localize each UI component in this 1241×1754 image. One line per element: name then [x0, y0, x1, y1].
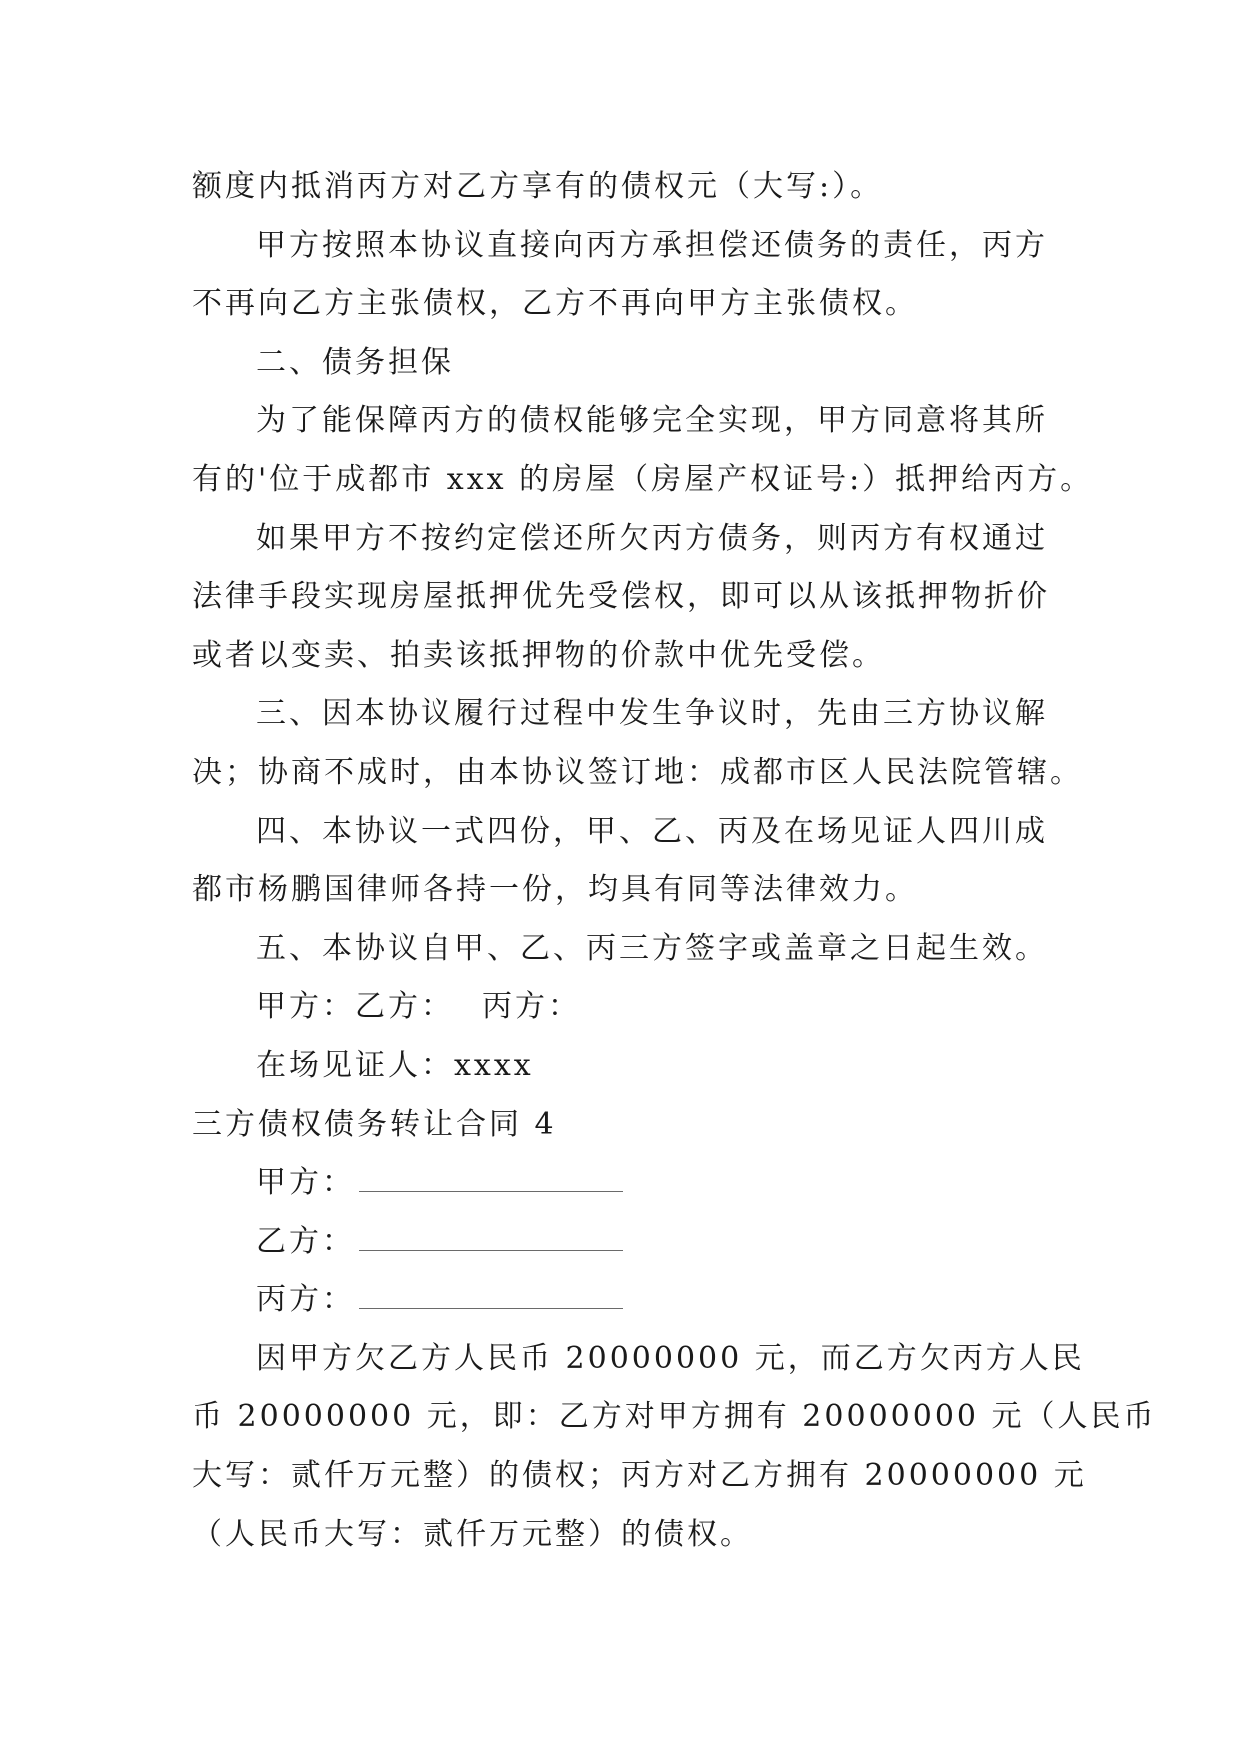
contract-4-text-line: 币 20000000 元，即：乙方对甲方拥有 20000000 元（人民币	[192, 1399, 1157, 1435]
clause-text-line: 三、因本协议履行过程中发生争议时，先由三方协议解	[256, 696, 1048, 732]
clause-text-line: 决；协商不成时，由本协议签订地：成都市区人民法院管辖。	[192, 754, 1083, 790]
contract-4-text-line: 大写：贰仟万元整）的债权；丙方对乙方拥有 20000000 元	[192, 1458, 1087, 1494]
signature-party-a-label: 甲方：	[256, 989, 355, 1025]
signature-parties-line	[192, 978, 1062, 1037]
party-a-blank	[359, 1163, 623, 1192]
clause-text-line: 法律手段实现房屋抵押优先受偿权，即可以从该抵押物折价	[192, 579, 1050, 615]
contract-4-text-line: （人民币大写：贰仟万元整）的债权。	[192, 1516, 753, 1552]
clause-text-line: 都市杨鹏国律师各持一份，均具有同等法律效力。	[192, 872, 918, 908]
party-b-field-line	[192, 1213, 1062, 1272]
witness-label: 在场见证人：	[256, 1047, 454, 1083]
clause-text-line: 甲方按照本协议直接向丙方承担偿还债务的责任，丙方	[256, 227, 1048, 263]
clause-text-line: 不再向乙方主张债权，乙方不再向甲方主张债权。	[192, 286, 918, 322]
signature-party-b-label: 乙方：	[355, 989, 454, 1025]
contract-4-title: 三方债权债务转让合同 4	[192, 1106, 557, 1142]
clause-text-line: 额度内抵消丙方对乙方享有的债权元（大写:）。	[192, 169, 884, 204]
clause-text-line: 有的'位于成都市 xxx 的房屋（房屋产权证号:）抵押给丙方。	[192, 461, 1094, 497]
witness-value: xxxx	[454, 1047, 534, 1083]
party-c-label: 丙方：	[256, 1282, 355, 1318]
clause-text-line: 如果甲方不按约定偿还所欠丙方债务，则丙方有权通过	[256, 520, 1048, 556]
document-body	[192, 158, 1157, 1564]
clause-text-line: 五、本协议自甲、乙、丙三方签字或盖章之日起生效。	[256, 930, 1048, 966]
party-a-label: 甲方：	[256, 1165, 355, 1201]
section-heading-debt-guarantee: 二、债务担保	[256, 344, 454, 380]
clause-text-line: 为了能保障丙方的债权能够完全实现，甲方同意将其所	[256, 403, 1048, 439]
party-c-blank	[359, 1280, 623, 1309]
contract-4-text-line: 因甲方欠乙方人民币 20000000 元，而乙方欠丙方人民	[256, 1340, 1085, 1376]
party-b-label: 乙方：	[256, 1223, 355, 1259]
party-a-field-line	[192, 1154, 1062, 1213]
clause-text-line: 四、本协议一式四份，甲、乙、丙及在场见证人四川成	[256, 813, 1048, 849]
witness-line	[192, 1037, 1062, 1096]
clause-text-line: 或者以变卖、拍卖该抵押物的价款中优先受偿。	[192, 637, 885, 673]
signature-party-c-label: 丙方：	[482, 989, 581, 1025]
party-b-blank	[359, 1222, 623, 1251]
party-c-field-line	[192, 1271, 1062, 1330]
